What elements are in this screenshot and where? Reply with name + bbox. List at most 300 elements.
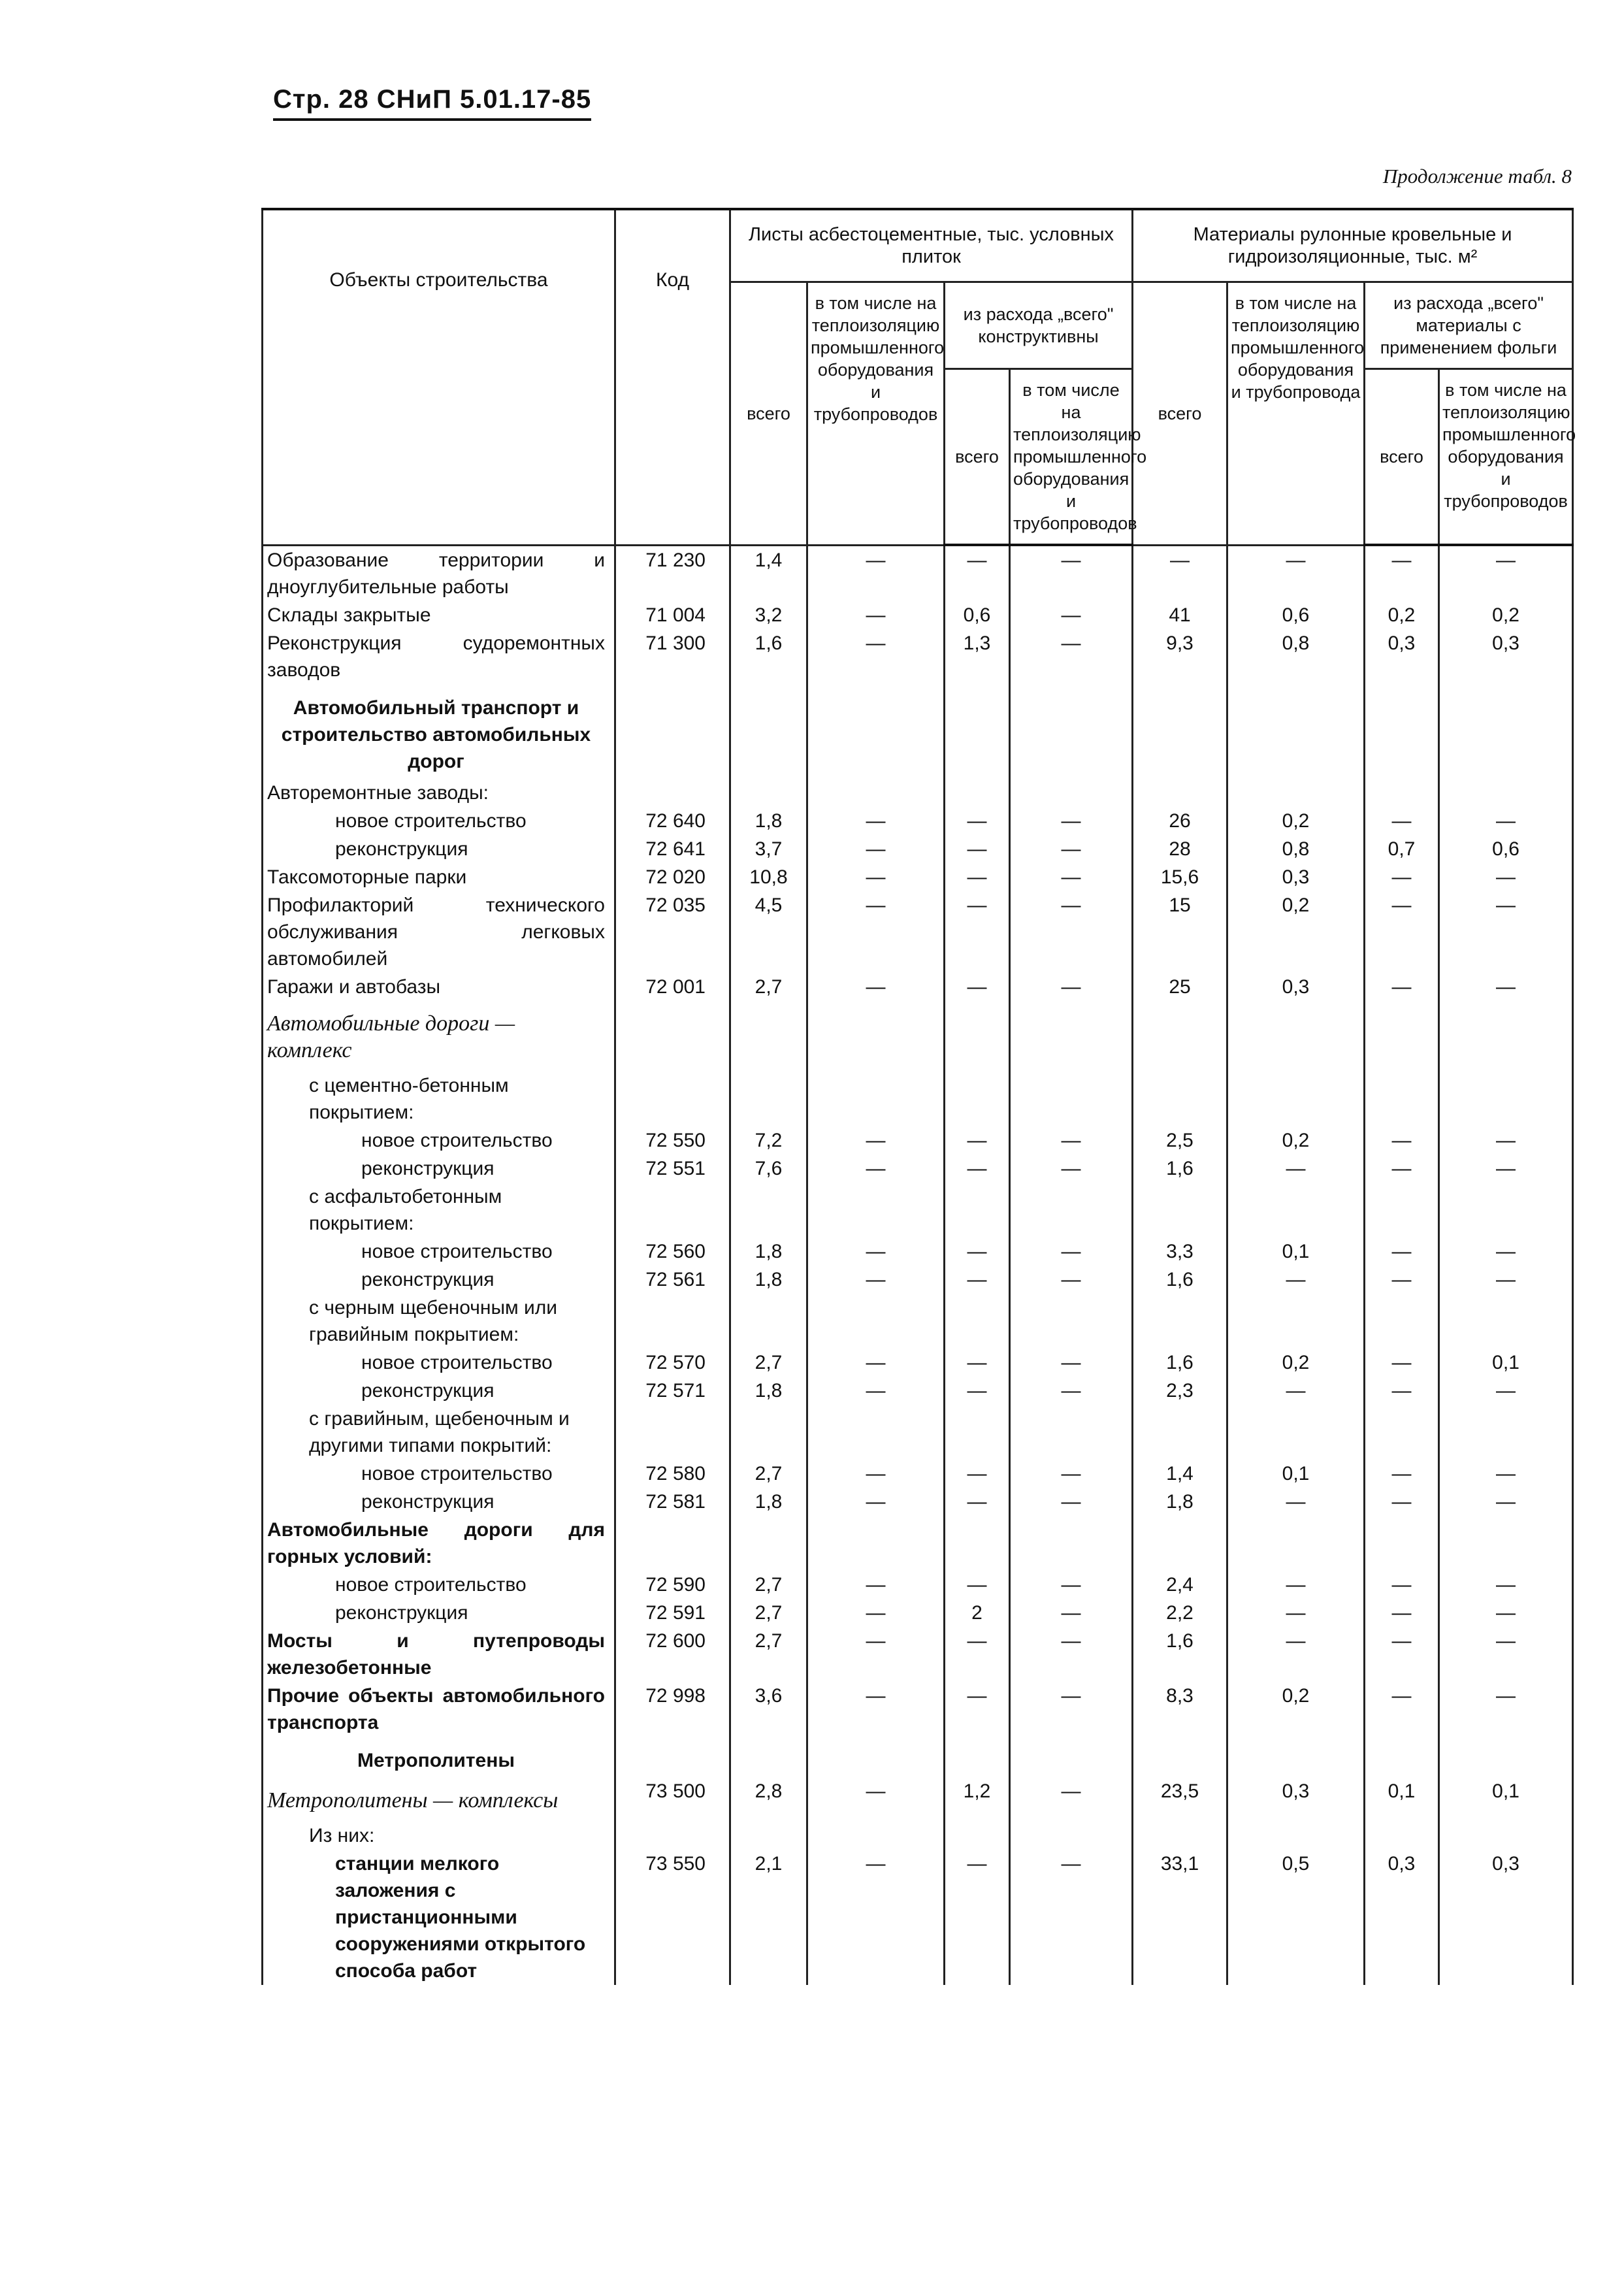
table-row: [263, 1155, 1573, 1183]
row-value: —: [945, 1682, 1010, 1737]
table-row: [263, 1237, 1573, 1266]
row-value: 0,2: [1365, 601, 1439, 629]
row-value: 3,2: [730, 601, 807, 629]
row-name: реконструкция: [263, 1599, 615, 1627]
row-value: [1227, 1072, 1365, 1126]
row-value: [1365, 684, 1439, 779]
row-value: —: [1010, 1377, 1133, 1405]
row-value: 9,3: [1133, 629, 1227, 684]
row-name: реконструкция: [263, 835, 615, 863]
row-value: —: [1365, 1349, 1439, 1377]
row-value: [1133, 779, 1227, 807]
row-value: [945, 1072, 1010, 1126]
row-value: [1227, 1294, 1365, 1349]
row-value: 3,3: [1133, 1237, 1227, 1266]
row-value: 1,4: [1133, 1460, 1227, 1488]
row-value: [1365, 1737, 1439, 1778]
row-value: 0,6: [945, 601, 1010, 629]
row-code: 72 035: [615, 891, 730, 973]
row-value: —: [807, 1349, 945, 1377]
row-value: —: [1010, 1488, 1133, 1516]
row-value: —: [1010, 545, 1133, 601]
materials-table: [261, 208, 1574, 1985]
row-code: 71 004: [615, 601, 730, 629]
row-code: 72 641: [615, 835, 730, 863]
row-value: 0,5: [1227, 1850, 1365, 1985]
row-value: —: [1227, 1599, 1365, 1627]
row-value: —: [1227, 1627, 1365, 1682]
table-row: [263, 1737, 1573, 1778]
row-value: 0,2: [1227, 1126, 1365, 1155]
row-value: 15: [1133, 891, 1227, 973]
row-value: [1133, 684, 1227, 779]
row-value: 0,8: [1227, 835, 1365, 863]
row-value: 2,7: [730, 973, 807, 1001]
row-code: 71 230: [615, 545, 730, 601]
row-name: с цементно-бетонным покрытием:: [263, 1072, 615, 1126]
row-value: —: [1365, 1599, 1439, 1627]
row-value: —: [1439, 545, 1573, 601]
row-name: новое строительство: [263, 1460, 615, 1488]
row-value: [1010, 1294, 1133, 1349]
col-roll-foil-total: всего: [1365, 369, 1439, 546]
table-row: [263, 684, 1573, 779]
row-value: 0,3: [1227, 973, 1365, 1001]
row-value: —: [1365, 1571, 1439, 1599]
row-value: [807, 1001, 945, 1072]
table-row: [263, 973, 1573, 1001]
row-value: [807, 779, 945, 807]
table-row: [263, 1822, 1573, 1850]
row-value: 0,3: [1439, 1850, 1573, 1985]
row-value: [945, 779, 1010, 807]
row-value: 25: [1133, 973, 1227, 1001]
row-value: [1439, 1001, 1573, 1072]
row-value: 1,6: [1133, 1266, 1227, 1294]
row-value: [1133, 1001, 1227, 1072]
row-value: [1227, 1737, 1365, 1778]
row-value: 2,5: [1133, 1126, 1227, 1155]
row-value: [1439, 1737, 1573, 1778]
row-value: 1,8: [1133, 1488, 1227, 1516]
row-code: 72 600: [615, 1627, 730, 1682]
row-value: [730, 1294, 807, 1349]
table-row: [263, 835, 1573, 863]
row-code: 72 591: [615, 1599, 730, 1627]
col-group-asbestos: Листы асбестоцементные, тыс. условных плиток: [730, 209, 1133, 282]
row-name: реконструкция: [263, 1377, 615, 1405]
row-value: [1133, 1737, 1227, 1778]
row-code: 72 640: [615, 807, 730, 835]
row-value: [730, 1737, 807, 1778]
row-code: 72 998: [615, 1682, 730, 1737]
row-value: —: [1439, 891, 1573, 973]
row-value: [1439, 684, 1573, 779]
row-value: —: [945, 1126, 1010, 1155]
row-value: —: [1365, 1155, 1439, 1183]
row-value: 2,7: [730, 1349, 807, 1377]
row-value: —: [945, 1266, 1010, 1294]
row-value: 0,6: [1439, 835, 1573, 863]
row-value: [730, 684, 807, 779]
row-value: —: [1439, 973, 1573, 1001]
row-value: 28: [1133, 835, 1227, 863]
row-value: [1133, 1072, 1227, 1126]
row-value: 1,2: [945, 1778, 1010, 1822]
row-value: —: [1439, 863, 1573, 891]
row-name: станции мелкого заложения с пристанционными сооружениями открытого способа работ: [263, 1850, 615, 1985]
row-value: —: [945, 1571, 1010, 1599]
row-value: —: [1439, 1237, 1573, 1266]
row-value: —: [807, 601, 945, 629]
row-code: [615, 1001, 730, 1072]
row-code: 72 551: [615, 1155, 730, 1183]
row-value: [1133, 1294, 1227, 1349]
table-row: [263, 1460, 1573, 1488]
row-value: 15,6: [1133, 863, 1227, 891]
row-value: [807, 684, 945, 779]
row-code: 72 580: [615, 1460, 730, 1488]
row-value: —: [1365, 1488, 1439, 1516]
row-value: [1365, 1001, 1439, 1072]
table-body: [263, 545, 1573, 1985]
row-value: [730, 1822, 807, 1850]
row-name: Гаражи и автобазы: [263, 973, 615, 1001]
row-value: —: [1010, 601, 1133, 629]
row-code: 72 561: [615, 1266, 730, 1294]
row-name: новое строительство: [263, 1237, 615, 1266]
row-value: 26: [1133, 807, 1227, 835]
row-value: [730, 1516, 807, 1571]
row-name: Автомобильные дороги для горных условий:: [263, 1516, 615, 1571]
row-value: —: [1439, 1266, 1573, 1294]
row-value: [1439, 1516, 1573, 1571]
table-row: [263, 1349, 1573, 1377]
row-value: 1,6: [1133, 1349, 1227, 1377]
row-code: [615, 1294, 730, 1349]
row-value: —: [807, 807, 945, 835]
row-value: —: [807, 863, 945, 891]
row-value: —: [1010, 1349, 1133, 1377]
row-value: 0,1: [1439, 1349, 1573, 1377]
row-value: 1,8: [730, 1377, 807, 1405]
row-value: —: [945, 1460, 1010, 1488]
row-value: 2,7: [730, 1460, 807, 1488]
row-value: [1439, 1072, 1573, 1126]
row-value: —: [1365, 1237, 1439, 1266]
row-value: 1,8: [730, 1266, 807, 1294]
row-value: —: [1439, 1126, 1573, 1155]
col-asbestos-constructive-insulation: в том числе на теплоизоляцию промышленного оборудования и трубопроводов: [1010, 369, 1133, 546]
table-row: [263, 1072, 1573, 1126]
row-value: [1365, 1516, 1439, 1571]
table-row: [263, 629, 1573, 684]
table-row: [263, 1627, 1573, 1682]
row-value: [1010, 1405, 1133, 1460]
row-value: —: [1365, 863, 1439, 891]
row-value: —: [1365, 545, 1439, 601]
table-continuation-note: Продолжение табл. 8: [1382, 165, 1572, 188]
row-value: [1133, 1516, 1227, 1571]
row-value: 0,3: [1227, 1778, 1365, 1822]
row-name: новое строительство: [263, 1349, 615, 1377]
row-value: [1227, 1001, 1365, 1072]
row-value: —: [1227, 545, 1365, 601]
row-code: 72 560: [615, 1237, 730, 1266]
row-name: Мосты и путепроводы железобетонные: [263, 1627, 615, 1682]
row-value: —: [1227, 1266, 1365, 1294]
row-value: —: [1227, 1488, 1365, 1516]
row-value: —: [807, 1627, 945, 1682]
row-value: —: [1365, 1377, 1439, 1405]
row-value: —: [1010, 1682, 1133, 1737]
row-code: [615, 1072, 730, 1126]
row-value: —: [1010, 891, 1133, 973]
row-value: —: [807, 629, 945, 684]
row-value: —: [945, 863, 1010, 891]
row-name: Склады закрытые: [263, 601, 615, 629]
row-value: —: [807, 1266, 945, 1294]
row-code: [615, 684, 730, 779]
row-value: —: [1227, 1377, 1365, 1405]
row-value: [1227, 1516, 1365, 1571]
row-value: —: [807, 1778, 945, 1822]
row-value: —: [1439, 1460, 1573, 1488]
row-value: —: [1365, 1682, 1439, 1737]
row-value: [807, 1294, 945, 1349]
row-value: —: [1010, 1627, 1133, 1682]
row-code: 72 590: [615, 1571, 730, 1599]
row-value: 0,2: [1227, 891, 1365, 973]
col-roll-insulation: в том числе на теплоизоляцию промышленного оборудования и трубопровода: [1227, 282, 1365, 546]
row-value: [730, 1183, 807, 1237]
row-value: —: [1010, 1850, 1133, 1985]
row-value: —: [1010, 1460, 1133, 1488]
row-code: [615, 1737, 730, 1778]
row-value: [807, 1822, 945, 1850]
table-row: [263, 779, 1573, 807]
row-code: 72 571: [615, 1377, 730, 1405]
row-code: [615, 1183, 730, 1237]
row-value: [807, 1516, 945, 1571]
row-value: [945, 1516, 1010, 1571]
row-value: —: [1365, 1266, 1439, 1294]
row-value: 2,7: [730, 1599, 807, 1627]
row-value: —: [807, 1850, 945, 1985]
row-value: 1,6: [730, 629, 807, 684]
row-value: [1010, 779, 1133, 807]
row-name: Из них:: [263, 1822, 615, 1850]
col-code: Код: [615, 209, 730, 545]
row-value: 0,2: [1227, 1349, 1365, 1377]
table-row: [263, 1126, 1573, 1155]
row-value: —: [1010, 863, 1133, 891]
col-roll-from-total: из расхода „всего" материалы с применением фольги: [1365, 282, 1573, 369]
row-code: [615, 779, 730, 807]
row-value: —: [1365, 807, 1439, 835]
row-value: [1133, 1822, 1227, 1850]
row-value: 0,2: [1439, 601, 1573, 629]
row-name: Автомобильный транспорт и строительство автомобильных дорог: [263, 684, 615, 779]
row-value: —: [1365, 1126, 1439, 1155]
row-value: 0,3: [1439, 629, 1573, 684]
row-value: 8,3: [1133, 1682, 1227, 1737]
row-name: Метрополитены: [263, 1737, 615, 1778]
row-value: —: [1439, 1155, 1573, 1183]
row-value: [1365, 1072, 1439, 1126]
table-row: [263, 1850, 1573, 1985]
row-value: 0,1: [1439, 1778, 1573, 1822]
row-value: 1,8: [730, 1237, 807, 1266]
row-value: 1,8: [730, 807, 807, 835]
row-value: 3,7: [730, 835, 807, 863]
row-code: 73 500: [615, 1778, 730, 1822]
row-value: [1439, 1405, 1573, 1460]
row-code: [615, 1822, 730, 1850]
row-name: новое строительство: [263, 1126, 615, 1155]
row-value: [730, 1001, 807, 1072]
row-value: —: [1365, 891, 1439, 973]
row-value: [1010, 1072, 1133, 1126]
row-value: [945, 1737, 1010, 1778]
row-value: 7,2: [730, 1126, 807, 1155]
row-value: —: [1439, 1627, 1573, 1682]
row-value: 1,6: [1133, 1627, 1227, 1682]
row-value: [1133, 1405, 1227, 1460]
row-value: [1133, 1183, 1227, 1237]
row-value: —: [1010, 807, 1133, 835]
col-asbestos-from-total: из расхода „всего" конструктивны: [945, 282, 1133, 369]
row-value: [807, 1072, 945, 1126]
row-value: [1439, 1183, 1573, 1237]
row-value: 1,4: [730, 545, 807, 601]
row-value: 41: [1133, 601, 1227, 629]
row-value: —: [807, 1488, 945, 1516]
row-value: [1010, 1183, 1133, 1237]
table-row: [263, 1599, 1573, 1627]
table-row: [263, 545, 1573, 601]
row-value: —: [1010, 1599, 1133, 1627]
row-value: [945, 1822, 1010, 1850]
row-value: [1227, 1822, 1365, 1850]
row-value: 2: [945, 1599, 1010, 1627]
row-value: [1365, 1183, 1439, 1237]
row-value: —: [807, 1126, 945, 1155]
row-value: 0,6: [1227, 601, 1365, 629]
row-value: —: [1365, 1627, 1439, 1682]
row-code: 72 001: [615, 973, 730, 1001]
page-title: Стр. 28 СНиП 5.01.17-85: [273, 85, 591, 121]
row-value: —: [945, 1627, 1010, 1682]
row-value: —: [1439, 1682, 1573, 1737]
table-row: [263, 863, 1573, 891]
row-value: 1,6: [1133, 1155, 1227, 1183]
row-value: —: [807, 545, 945, 601]
row-value: [730, 1405, 807, 1460]
row-value: —: [1010, 1237, 1133, 1266]
row-value: —: [945, 807, 1010, 835]
row-value: —: [1439, 807, 1573, 835]
table-row: [263, 1377, 1573, 1405]
row-value: —: [1010, 1126, 1133, 1155]
row-code: 73 550: [615, 1850, 730, 1985]
table-row: [263, 1778, 1573, 1822]
row-value: 1,3: [945, 629, 1010, 684]
row-value: [1010, 1516, 1133, 1571]
row-value: [1365, 1405, 1439, 1460]
table-row: [263, 807, 1573, 835]
materials-table-container: [261, 208, 1576, 1985]
row-name: реконструкция: [263, 1488, 615, 1516]
row-name: с асфальтобетонным покрытием:: [263, 1183, 615, 1237]
row-value: [730, 779, 807, 807]
row-value: —: [1365, 1460, 1439, 1488]
row-code: [615, 1405, 730, 1460]
table-row: [263, 1294, 1573, 1349]
table-row: [263, 1488, 1573, 1516]
row-value: —: [807, 1155, 945, 1183]
row-value: —: [945, 1850, 1010, 1985]
row-value: 1,8: [730, 1488, 807, 1516]
row-value: [1010, 1001, 1133, 1072]
row-value: 0,7: [1365, 835, 1439, 863]
row-name: Образование территории и дноуглубительные работы: [263, 545, 615, 601]
table-header: [263, 209, 1576, 545]
col-objects: Объекты строительства: [263, 209, 615, 545]
row-value: —: [1227, 1571, 1365, 1599]
row-name: Прочие объекты автомобильного транспорта: [263, 1682, 615, 1737]
row-value: —: [1010, 1571, 1133, 1599]
row-value: 0,1: [1227, 1460, 1365, 1488]
row-value: —: [1010, 973, 1133, 1001]
row-code: [615, 1516, 730, 1571]
row-value: 3,6: [730, 1682, 807, 1737]
row-value: [807, 1183, 945, 1237]
row-value: 2,3: [1133, 1377, 1227, 1405]
row-value: —: [1227, 1155, 1365, 1183]
row-value: —: [1439, 1599, 1573, 1627]
row-value: 0,3: [1227, 863, 1365, 891]
table-row: [263, 1001, 1573, 1072]
row-value: 0,8: [1227, 629, 1365, 684]
row-value: [1227, 779, 1365, 807]
row-value: —: [1010, 1266, 1133, 1294]
col-group-roll-materials: Материалы рулонные кровельные и гидроизоляционные, тыс. м²: [1133, 209, 1573, 282]
row-value: —: [945, 891, 1010, 973]
row-value: 23,5: [1133, 1778, 1227, 1822]
row-value: [1439, 779, 1573, 807]
row-value: 7,6: [730, 1155, 807, 1183]
row-value: 2,1: [730, 1850, 807, 1985]
row-code: 71 300: [615, 629, 730, 684]
row-value: —: [945, 1377, 1010, 1405]
col-roll-total: всего: [1133, 282, 1227, 546]
row-name: Метрополитены — комплексы: [263, 1778, 615, 1822]
row-value: —: [945, 1155, 1010, 1183]
row-value: [730, 1072, 807, 1126]
row-value: [1227, 1405, 1365, 1460]
row-name: Таксомоторные парки: [263, 863, 615, 891]
row-name: Автомобильные дороги — комплекс: [263, 1001, 615, 1072]
row-value: [1365, 1822, 1439, 1850]
row-value: —: [1010, 629, 1133, 684]
row-value: —: [945, 1349, 1010, 1377]
table-row: [263, 601, 1573, 629]
row-value: 4,5: [730, 891, 807, 973]
row-name: с черным щебеночным или гравийным покрытием:: [263, 1294, 615, 1349]
row-value: —: [1010, 835, 1133, 863]
row-value: 0,2: [1227, 807, 1365, 835]
